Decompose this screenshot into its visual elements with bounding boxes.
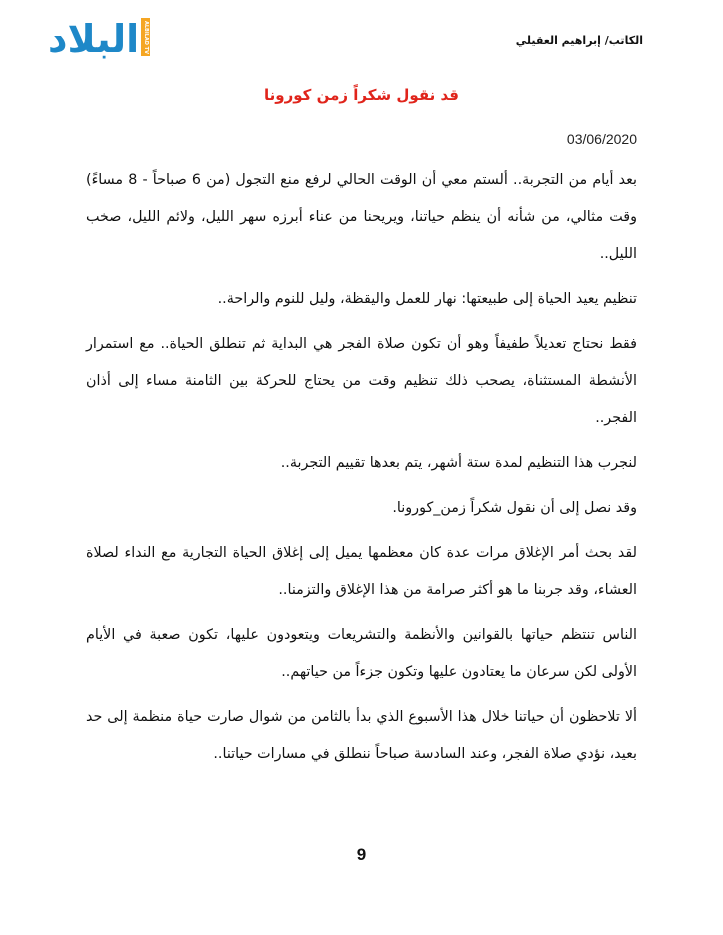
article-body <box>86 162 637 781</box>
paragraph: تنظيم يعيد الحياة إلى طبيعتها: نهار للعمل واليقظة، وليل للنوم والراحة.. <box>217 291 637 307</box>
paragraph: وقد نصل إلى أن نقول شكراً زمن_كورونا. <box>392 500 637 516</box>
albilad-logo <box>48 14 150 64</box>
logo-wordmark: البلاد <box>48 17 140 61</box>
article-title: قد نقول شكراً زمن كورونا <box>264 86 459 104</box>
page-number: 9 <box>356 845 367 864</box>
paragraph: لقد بحث أمر الإغلاق مرات عدة كان معظمها يميل إلى إغلاق الحياة التجارية مع النداء لصلاة العشاء، وقد جربنا ما هو أكثر صرامة من هذا الإغلاق والتزمنا.. <box>86 545 637 598</box>
article-date: 03/06/2020 <box>566 131 637 147</box>
logo-tv-tag: ALBILAD TV <box>141 18 150 56</box>
paragraph: الناس تنتظم حياتها بالقوانين والأنظمة والتشريعات ويتعودون عليها، تكون صعبة في الأيام الأولى لكن سرعان ما يعتادون عليها وتكون جزءاً من حياتهم.. <box>86 627 637 680</box>
paragraph: بعد أيام من التجربة.. ألستم معي أن الوقت الحالي لرفع منع التجول (من 6 صباحاً - 8 مساءً) وقت مثالي، من شأنه أن ينظم حياتنا، ويريحنا من عناء أبرزه سهر الليل، ولائم الليل، صخب الليل.. <box>86 172 637 262</box>
paragraph: فقط نحتاج تعديلاً طفيفاً وهو أن تكون صلاة الفجر هي البداية ثم تنطلق الحياة.. مع استمرار الأنشطة المستثناة، يصحب ذلك تنظيم وقت من يحتاج للحركة بين الثامنة مساء إلى أذان الفجر.. <box>86 336 637 426</box>
author-byline: الكاتب/ إبراهيم العقيلي <box>515 34 643 47</box>
paragraph: ألا تلاحظون أن حياتنا خلال هذا الأسبوع الذي بدأ بالثامن من شوال صارت حياة منظمة إلى حد بعيد، نؤدي صلاة الفجر، وعند السادسة صباحاً ننطلق في مسارات حياتنا.. <box>86 709 637 762</box>
paragraph: لنجرب هذا التنظيم لمدة ستة أشهر، يتم بعدها تقييم التجربة.. <box>280 455 637 471</box>
